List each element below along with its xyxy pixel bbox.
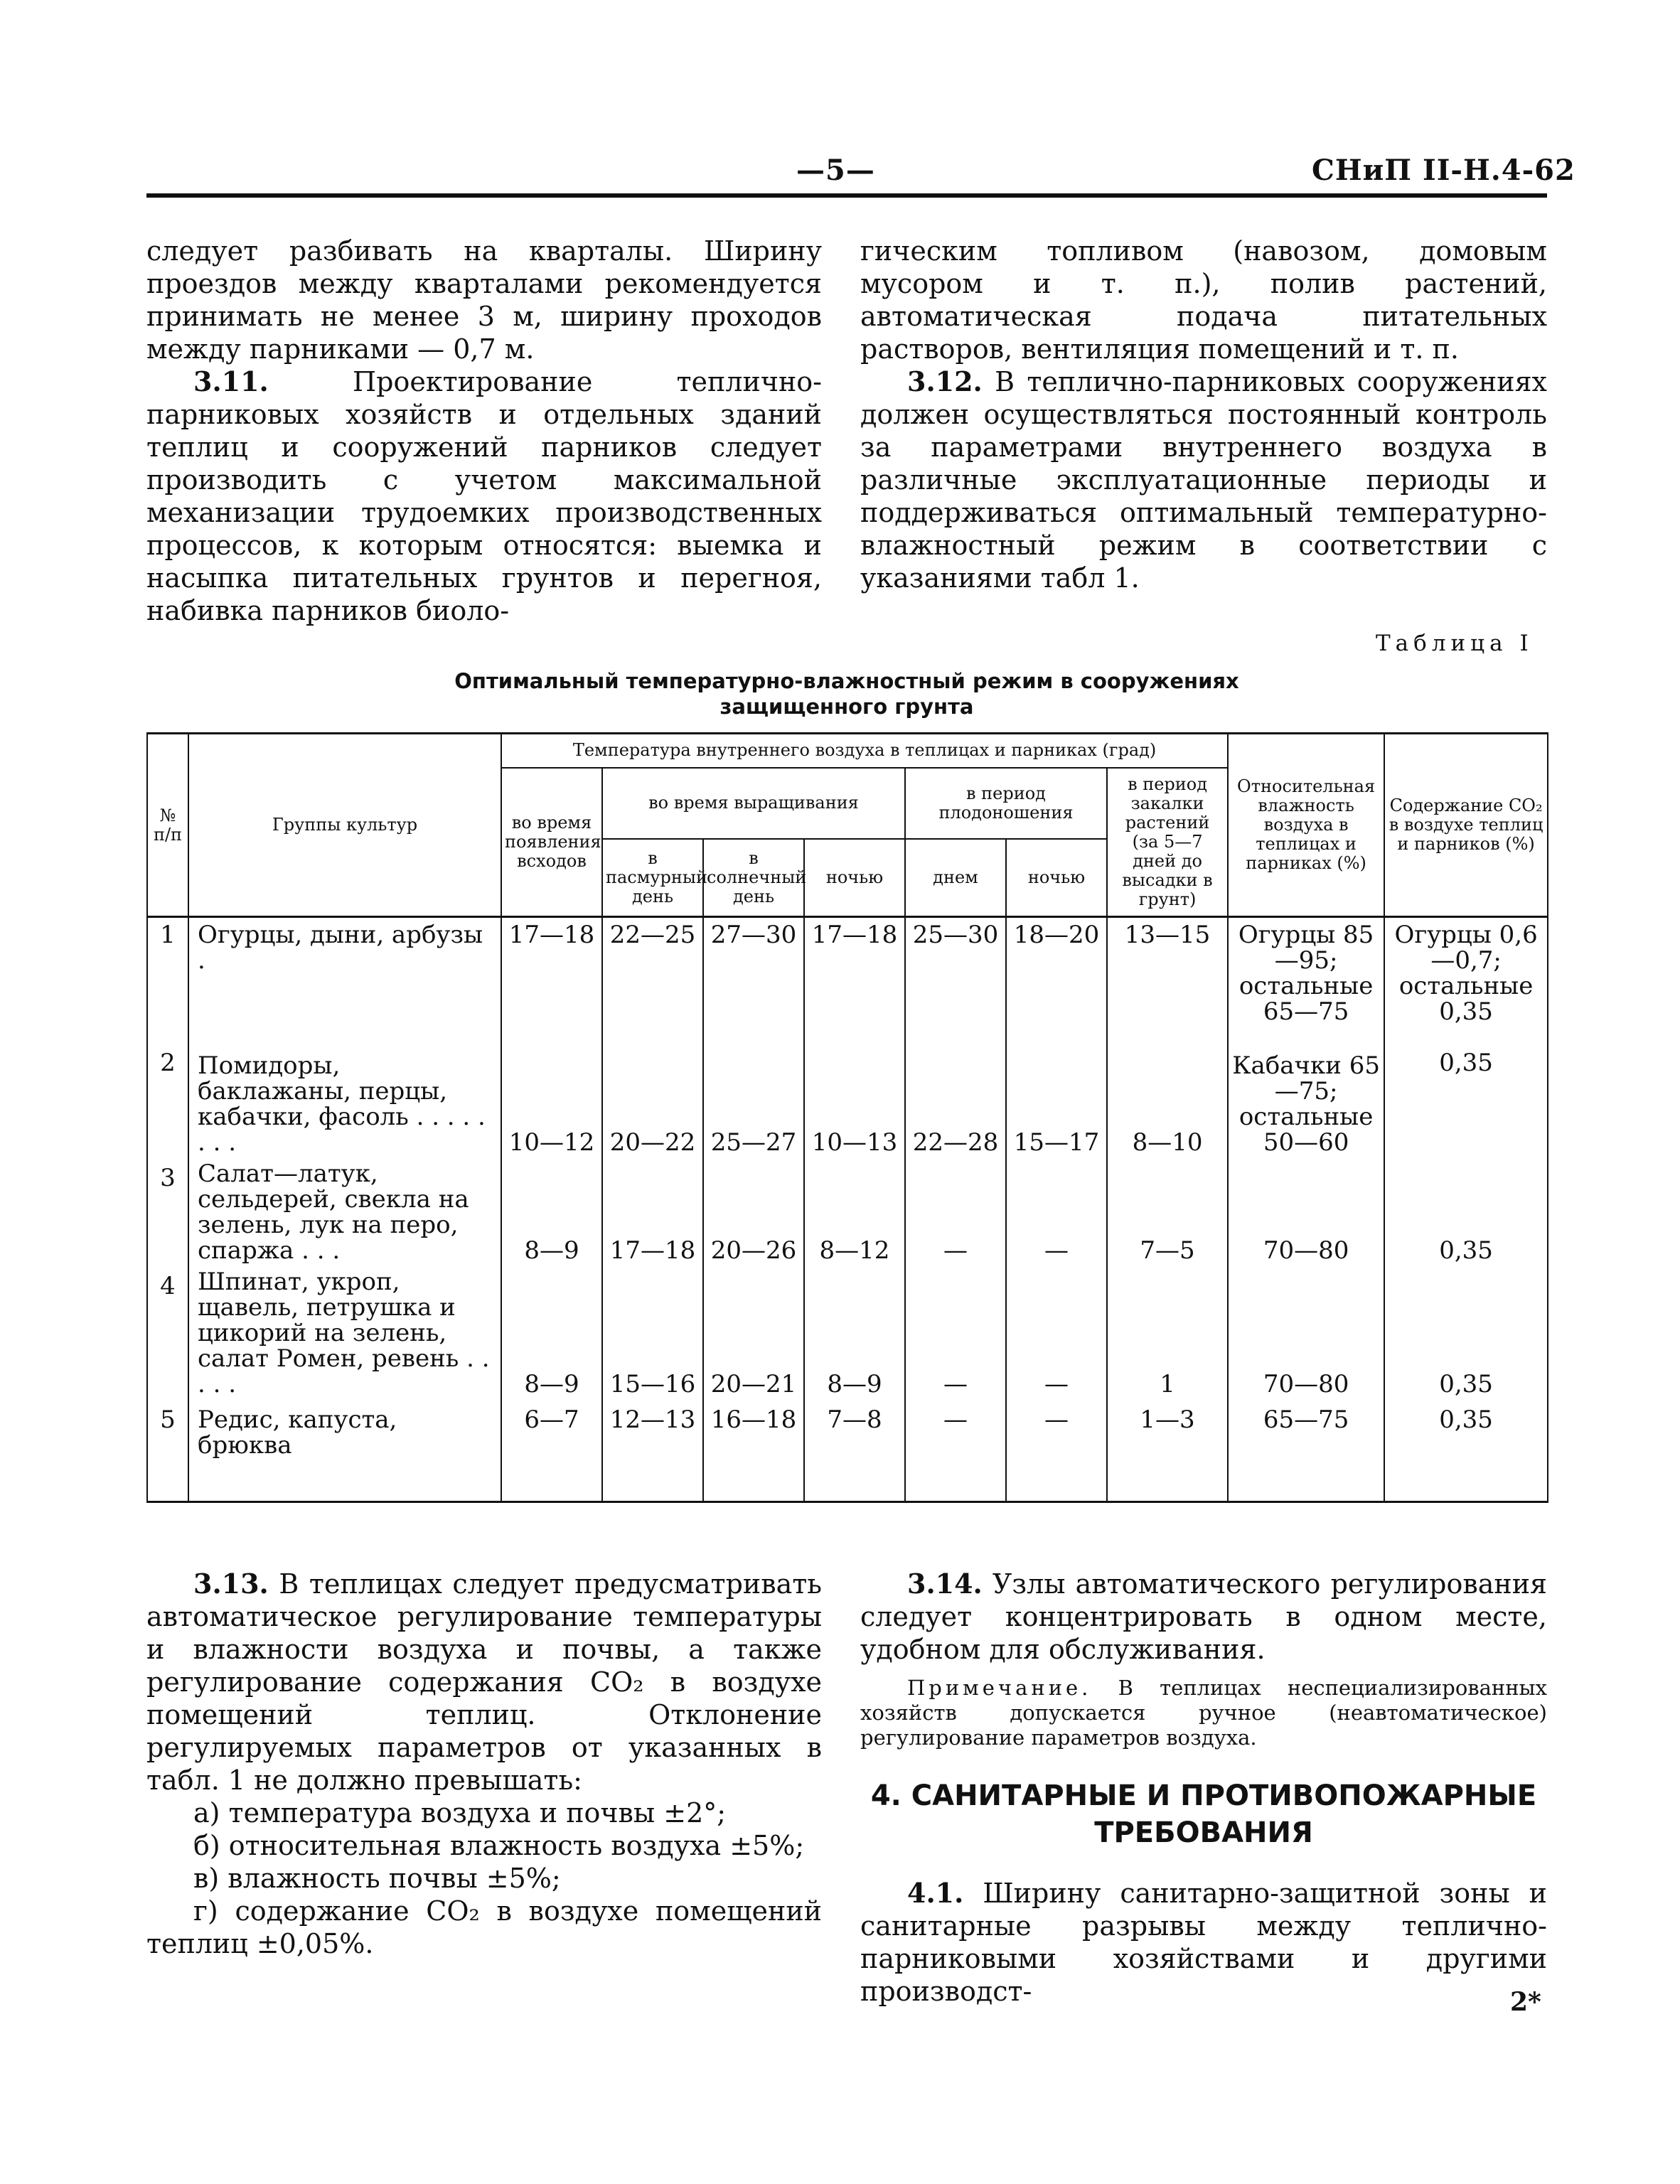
- header-hardening: в период закалки растений (за 5—7 дней до высадки в грунт): [1107, 768, 1228, 917]
- header-no: № п/п: [147, 734, 188, 917]
- cell-group: Редис, капуста, брюква: [188, 1403, 501, 1502]
- cell-fruit-day: —: [905, 1269, 1006, 1403]
- header-cloudy: в пасмурный день: [602, 839, 703, 917]
- cell-night: 10—13: [804, 1046, 905, 1161]
- clause-text: Ширину санитарно-защитной зоны и санитарные разрывы между теплично-парниковыми хозяйствами и другими производст-: [860, 1878, 1547, 2007]
- cell-co2: 0,35: [1384, 1046, 1548, 1161]
- header-rule: [146, 193, 1547, 198]
- clause-number: 3.14.: [907, 1568, 983, 1600]
- clause-text: В теплицах следует предусматривать автоматическое регулирование температуры и влажности воздуха и почвы, а также регулирование содержания CO₂ в воздухе помещений теплиц. Отклонение регулируемых параметров от указанных в табл. 1 не должно превышать:: [146, 1568, 822, 1796]
- cell-sunny: 27—30: [703, 917, 804, 1046]
- cell-no: 4: [147, 1269, 188, 1403]
- table-title: [146, 668, 1547, 719]
- clause-text: Узлы автоматического регулирования следует концентрировать в одном месте, удобном для обслуживания.: [860, 1568, 1547, 1665]
- cell-night: 8—12: [804, 1161, 905, 1269]
- bottom-right-column: [860, 1568, 1547, 1750]
- cell-group: Огурцы, дыни, арбузы .: [188, 917, 501, 1046]
- clause-number: 4.1.: [907, 1877, 964, 1909]
- cell-humidity: [1228, 1046, 1384, 1161]
- cell-cloudy: 15—16: [602, 1269, 703, 1403]
- cell-group: Шпинат, укроп, щавель, петрушка и цикорий на зелень, салат Ромен, ревень . . . . .: [188, 1269, 501, 1403]
- cell-fruit-night: —: [1006, 1269, 1107, 1403]
- note-text: В теплицах неспециализированных хозяйств допускается ручное (неавтоматическое) регулирование параметров воздуха.: [860, 1676, 1547, 1750]
- cell-no: 5: [147, 1403, 188, 1502]
- cell-no: 3: [147, 1161, 188, 1269]
- section-heading: [860, 1777, 1547, 1851]
- cell-co2: Огурцы 0,6—0,7; остальные 0,35: [1384, 917, 1548, 1046]
- cell-night: 17—18: [804, 917, 905, 1046]
- table-row: [147, 1403, 1548, 1502]
- table-title-line2: защищенного грунта: [719, 695, 974, 719]
- header-night-growing: ночью: [804, 839, 905, 917]
- cell-emergence: 8—9: [501, 1161, 602, 1269]
- cell-humidity: 70—80: [1228, 1269, 1384, 1403]
- paragraph-3-14: [860, 1568, 1547, 1666]
- cell-fruit-day: —: [905, 1403, 1006, 1502]
- clause-number: 3.13.: [193, 1568, 269, 1600]
- cell-no: 2: [147, 1046, 188, 1161]
- table-row: [147, 1046, 1548, 1161]
- cell-sunny: 25—27: [703, 1046, 804, 1161]
- note: [860, 1676, 1547, 1750]
- document-code: СНиП II-Н.4-62: [1312, 154, 1575, 187]
- paragraph-quarters: следует разбивать на кварталы. Ширину проездов между кварталами рекомендуется принимать не менее 3 м, ширину проходов между парниками — 0,7 м.: [146, 235, 822, 365]
- cell-emergence: 10—12: [501, 1046, 602, 1161]
- cell-night: 7—8: [804, 1403, 905, 1502]
- table-row: [147, 917, 1548, 1046]
- cell-humidity: 65—75: [1228, 1403, 1384, 1502]
- cell-fruit-night: —: [1006, 1161, 1107, 1269]
- cell-cloudy: 20—22: [602, 1046, 703, 1161]
- paragraph-4-1: [860, 1877, 1547, 2008]
- climate-table: [146, 732, 1548, 1503]
- section-heading-line2: ТРЕБОВАНИЯ: [1094, 1816, 1313, 1849]
- list-item-b: б) относительная влажность воздуха ±5%;: [193, 1830, 805, 1861]
- cell-fruit-night: 18—20: [1006, 917, 1107, 1046]
- cell-cloudy: 12—13: [602, 1403, 703, 1502]
- cell-humidity: Огурцы 85—95; остальные 65—75: [1228, 917, 1384, 1046]
- cell-fruit-day: 25—30: [905, 917, 1006, 1046]
- cell-fruit-day: 22—28: [905, 1046, 1006, 1161]
- cell-co2: 0,35: [1384, 1269, 1548, 1403]
- cell-sunny: 20—21: [703, 1269, 804, 1403]
- cell-hardening: 13—15: [1107, 917, 1228, 1046]
- header-temperature: Температура внутреннего воздуха в теплицах и парниках (град): [501, 734, 1228, 768]
- cell-hardening: 8—10: [1107, 1046, 1228, 1161]
- note-label: Примечание.: [907, 1676, 1092, 1700]
- cell-co2: 0,35: [1384, 1161, 1548, 1269]
- top-right-column: [860, 235, 1547, 594]
- cell-emergence: 17—18: [501, 917, 602, 1046]
- cell-fruit-night: —: [1006, 1403, 1107, 1502]
- signature-mark: 2*: [1510, 1987, 1541, 2017]
- cell-group: Помидоры, баклажаны, перцы, кабачки, фасоль . . . . . . . .: [188, 1046, 501, 1161]
- list-item-a: а) температура воздуха и почвы ±2°;: [193, 1797, 727, 1829]
- cell-fruit-day: —: [905, 1161, 1006, 1269]
- clause-text: Проектирование теплично-парниковых хозяйств и отдельных зданий теплиц и сооружений парников следует производить с учетом максимальной механизации трудоемких производственных процессов, к которым относятся: выемка и насыпка питательных грунтов и перегноя, набивка парников биоло-: [146, 366, 822, 626]
- clause-text: В теплично-парниковых сооружениях должен осуществляться постоянный контроль за параметрами внутреннего воздуха в различные эксплуатационные периоды и поддерживаться оптимальный температурно-влажностный режим в соответствии с указаниями табл 1.: [860, 366, 1547, 594]
- cell-humidity: 70—80: [1228, 1161, 1384, 1269]
- list-item-d: г) содержание CO₂ в воздухе помещений теплиц ±0,05%.: [146, 1895, 822, 1959]
- list-item-c: в) влажность почвы ±5%;: [193, 1863, 561, 1894]
- paragraph-fuel: гическим топливом (навозом, домовым мусором и т. п.), полив растений, автоматическая подача питательных растворов, вентиляция помещений и т. п.: [860, 235, 1547, 365]
- cell-emergence: 6—7: [501, 1403, 602, 1502]
- header-day-fruiting: днем: [905, 839, 1006, 917]
- clause-number: 3.11.: [193, 365, 269, 397]
- clause-number: 3.12.: [907, 365, 983, 397]
- cell-no: 1: [147, 917, 188, 1046]
- cell-emergence: 8—9: [501, 1269, 602, 1403]
- bottom-left-column: [146, 1568, 822, 1960]
- cell-cloudy: 22—25: [602, 917, 703, 1046]
- header-emergence: во время появления всходов: [501, 768, 602, 917]
- cell-sunny: 16—18: [703, 1403, 804, 1502]
- cell-humidity-text: Кабачки 65—75; остальные 50—60: [1232, 1051, 1380, 1157]
- table-label: Таблица I: [1376, 631, 1534, 656]
- paragraph-4-1-block: [860, 1877, 1547, 2008]
- header-growing: во время выращивания: [602, 768, 905, 839]
- page-number: —5—: [796, 154, 875, 187]
- cell-night: 8—9: [804, 1269, 905, 1403]
- cell-hardening: 1: [1107, 1269, 1228, 1403]
- cell-hardening: 7—5: [1107, 1161, 1228, 1269]
- section-heading-line1: 4. САНИТАРНЫЕ И ПРОТИВОПОЖАРНЫЕ: [870, 1779, 1537, 1812]
- paragraph-3-12: [860, 365, 1547, 594]
- header-night-fruiting: ночью: [1006, 839, 1107, 917]
- header-group: Группы культур: [188, 734, 501, 917]
- table-row: [147, 1269, 1548, 1403]
- cell-sunny: 20—26: [703, 1161, 804, 1269]
- cell-co2: 0,35: [1384, 1403, 1548, 1502]
- cell-group: Салат—латук, сельдерей, свекла на зелень, лук на перо, спаржа . . .: [188, 1161, 501, 1269]
- table-row: [147, 1161, 1548, 1269]
- header-sunny: в солнечный день: [703, 839, 804, 917]
- header-humidity: Относительная влажность воздуха в теплицах и парниках (%): [1228, 734, 1384, 917]
- header-co2: Содержание CO₂ в воздухе теплиц и парников (%): [1384, 734, 1548, 917]
- header-fruiting: в период плодоношения: [905, 768, 1107, 839]
- cell-fruit-night: 15—17: [1006, 1046, 1107, 1161]
- paragraph-3-11: [146, 365, 822, 627]
- paragraph-3-13: [146, 1568, 822, 1797]
- cell-cloudy: 17—18: [602, 1161, 703, 1269]
- cell-hardening: 1—3: [1107, 1403, 1228, 1502]
- table-title-line1: Оптимальный температурно-влажностный режим в сооружениях: [454, 669, 1239, 693]
- top-left-column: [146, 235, 822, 627]
